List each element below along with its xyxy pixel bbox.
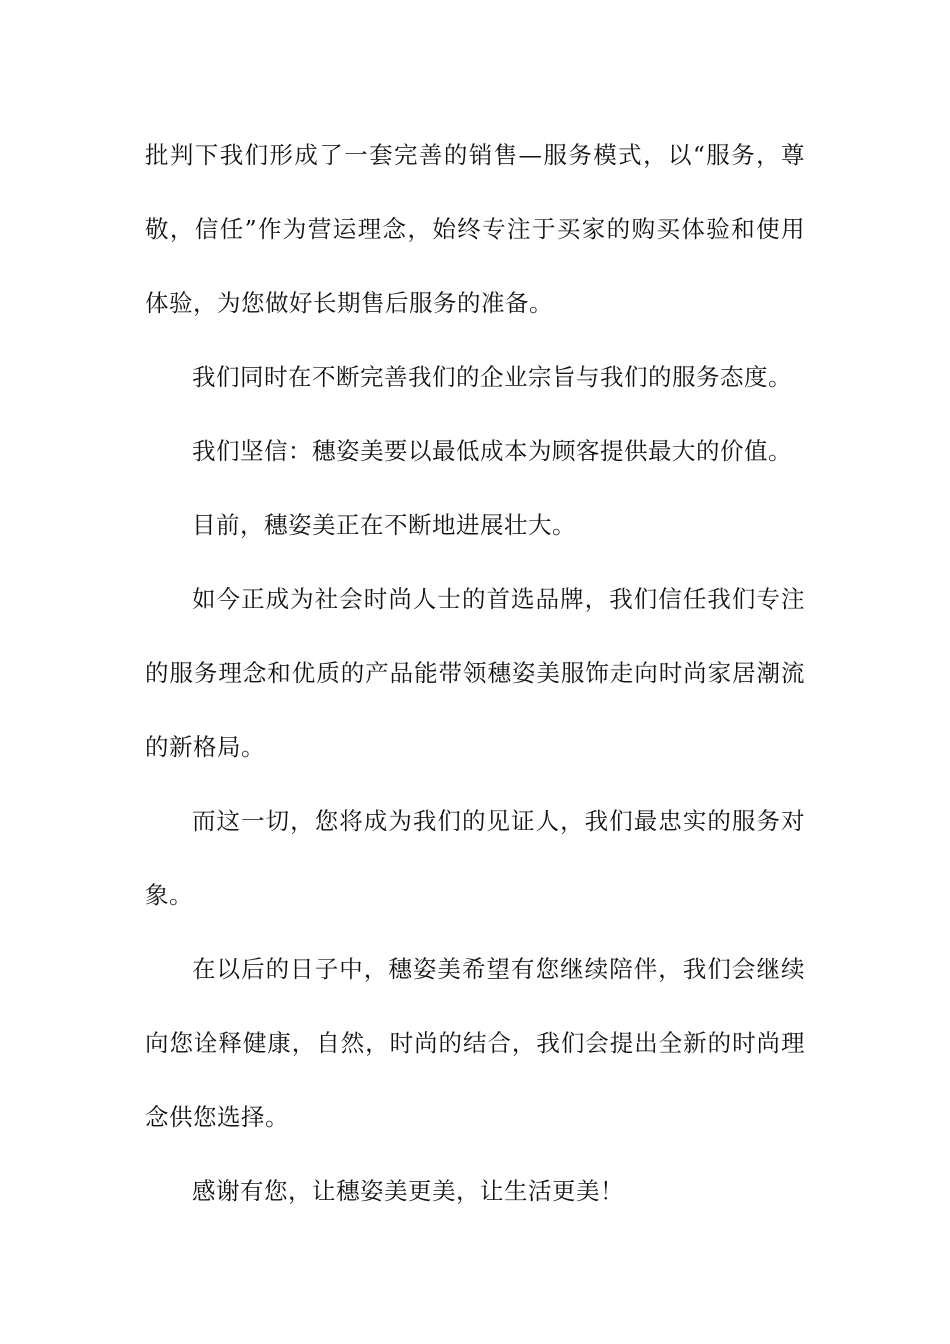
paragraph-thanks: 感谢有您，让穗姿美更美，让生活更美！ [192,1177,624,1205]
document-body [145,118,805,1228]
paragraph-continued: 批判下我们形成了一套完善的销售—服务模式，以“服务，尊敬，信任”作为营运理念，始终专注于买家的购买体验和使用体验，为您做好长期售后服务的准备。 [145,141,805,317]
paragraph-brand: 如今正成为社会时尚人士的首选品牌，我们信任我们专注的服务理念和优质的产品能带领穗姿美服饰走向时尚家居潮流的新格局。 [145,585,805,761]
paragraph-belief: 我们坚信：穗姿美要以最低成本为顾客提供最大的价值。 [192,437,792,465]
paragraph-witness: 而这一切，您将成为我们的见证人，我们最忠实的服务对象。 [145,807,805,909]
paragraph-service-attitude: 我们同时在不断完善我们的企业宗旨与我们的服务态度。 [192,363,792,391]
paragraph-development: 目前，穗姿美正在不断地进展壮大。 [192,511,576,539]
paragraph-future: 在以后的日子中，穗姿美希望有您继续陪伴，我们会继续向您诠释健康，自然，时尚的结合，我们会提出全新的时尚理念供您选择。 [145,955,805,1131]
